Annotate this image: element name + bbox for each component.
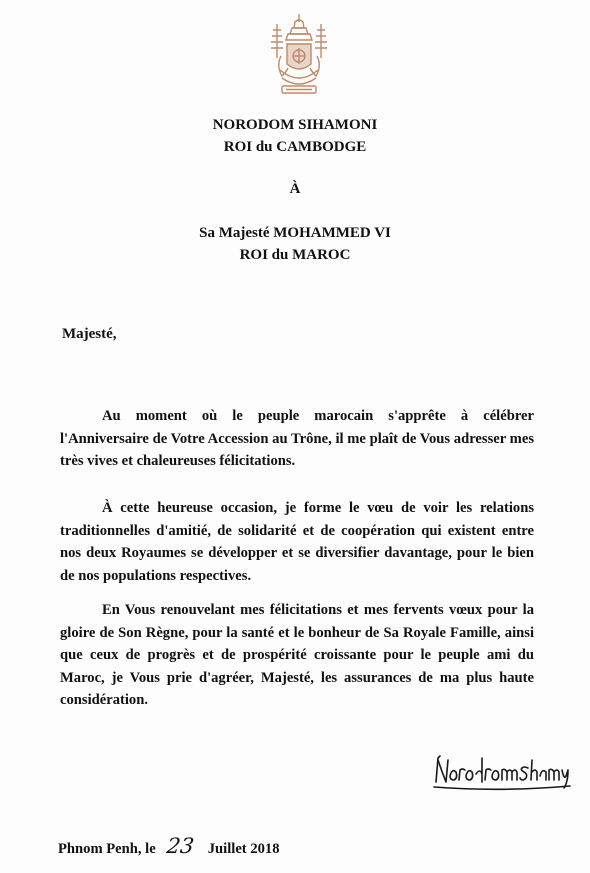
salutation: Majesté, xyxy=(62,326,117,342)
paragraph-1: Au moment où le peuple marocain s'apprête à célébrer l'Anniversaire de Votre Accession au Trône, il me plaît de Vous adresser mes très vives et chaleureuses félicitations. xyxy=(60,408,534,469)
date-line xyxy=(58,834,280,858)
paragraph-2: À cette heureuse occasion, je forme le vœu de voir les relations traditionnelles d'amitié, de solidarité et de coopération qui existent entre nos deux Royaumes se développer et se diversifier davantage, pour le bien de nos populations respectives. xyxy=(60,500,534,584)
to-label: À xyxy=(289,181,301,197)
sender-name: NORODOM SIHAMONI xyxy=(212,117,378,133)
sender-title: ROI du CAMBODGE xyxy=(223,139,367,155)
addressee-marker xyxy=(0,178,590,200)
recipient-name: Sa Majesté MOHAMMED VI xyxy=(199,225,391,241)
month-year: Juillet 2018 xyxy=(207,841,280,857)
place-label: Phnom Penh, le xyxy=(58,841,156,857)
paragraph-3: En Vous renouvelant mes félicitations et mes fervents vœux pour la gloire de Son Règne, pour la santé et le bonheur de Sa Royale Famille, ainsi que ceux de progrès et de prospérité croissante pour le peuple ami du Maroc, je Vous prie d'agréer, Majesté, les assurances de ma plus haute considération. xyxy=(60,602,534,708)
sender-block xyxy=(0,114,590,158)
handwritten-day: 23 xyxy=(165,834,196,858)
signature-icon xyxy=(432,752,572,792)
recipient-title: ROI du MAROC xyxy=(239,247,351,263)
recipient-block xyxy=(0,222,590,266)
royal-emblem-icon xyxy=(268,12,330,100)
